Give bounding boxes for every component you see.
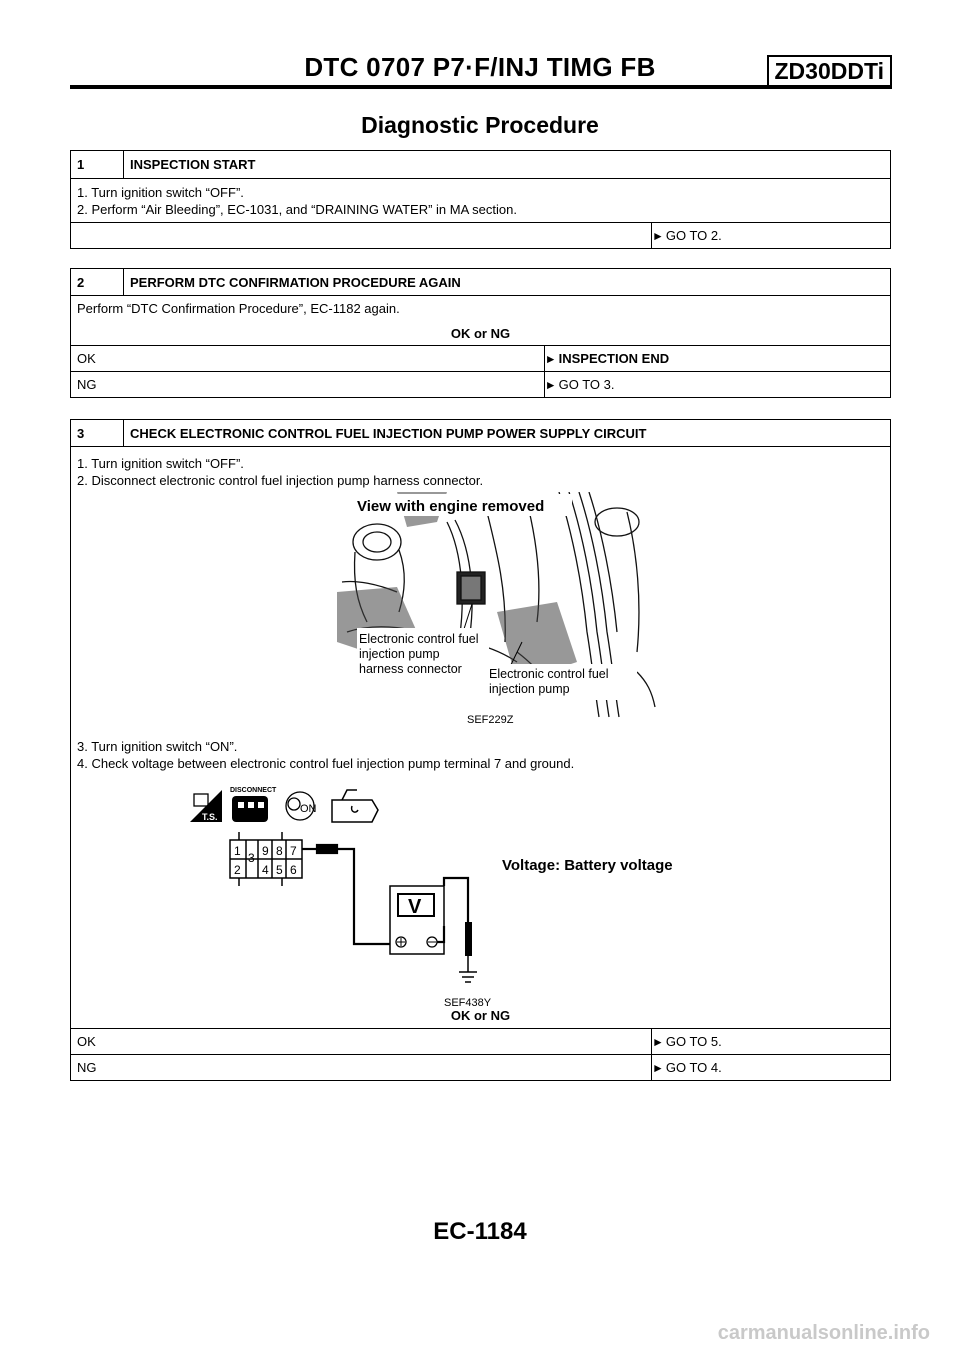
step-3-body <box>71 447 891 1029</box>
step-1-empty-label <box>71 223 652 249</box>
step-1-line-1: 1. Turn ignition switch “OFF”. <box>77 184 244 200</box>
pin-8: 8 <box>276 844 283 858</box>
pin-7: 7 <box>290 844 297 858</box>
voltmeter-label: V <box>408 896 422 918</box>
pin-6: 6 <box>290 863 297 877</box>
connector-label-2: injection pump <box>359 647 440 661</box>
step-2-title: PERFORM DTC CONFIRMATION PROCEDURE AGAIN <box>124 269 891 296</box>
engine-figure <box>337 492 657 728</box>
connector-label-3: harness connector <box>359 662 462 676</box>
step-1-table <box>70 150 891 249</box>
step-2-ok-result: INSPECTION END <box>557 346 891 372</box>
voltmeter-icon <box>390 886 444 954</box>
page-number: EC-1184 <box>433 1218 527 1245</box>
step-1-arrow-icon <box>651 223 663 249</box>
step-2-ok-label: OK <box>71 346 545 372</box>
step-3-ng-result: GO TO 4. <box>664 1055 891 1081</box>
ground-wire <box>437 878 477 982</box>
step-3-ng-arrow <box>651 1055 663 1081</box>
model-badge: ZD30DDTi <box>767 55 893 87</box>
step-3-number: 3 <box>71 420 124 447</box>
arrow-right-icon: ► <box>651 229 664 243</box>
page-heading: Diagnostic Procedure <box>361 112 599 138</box>
figure-1-code: SEF229Z <box>467 714 514 726</box>
pump-label-2: injection pump <box>489 682 570 696</box>
voltage-spec: Voltage: Battery voltage <box>502 857 673 874</box>
arrow-right-icon: ► <box>651 1035 664 1049</box>
section-title: DTC 0707 P7·F/INJ TIMG FB <box>304 52 656 82</box>
arrow-right-icon: ► <box>544 378 557 392</box>
disconnect-label: DISCONNECT <box>230 787 277 794</box>
harness-connector <box>230 832 302 886</box>
connector-pins <box>234 844 297 877</box>
step-3-line-1: 1. Turn ignition switch “OFF”. <box>77 456 244 471</box>
step-2-body <box>71 296 891 346</box>
step-3-line-2: 2. Disconnect electronic control fuel injection pump harness connector. <box>77 473 484 488</box>
watermark: carmanualsonline.info <box>717 1322 930 1344</box>
pin-4: 4 <box>262 863 269 877</box>
step-1-body <box>71 179 891 223</box>
figure-heading: View with engine removed <box>357 498 545 515</box>
step-3-table <box>70 419 891 1081</box>
voltage-check-diagram <box>182 782 702 1010</box>
step-3-title: CHECK ELECTRONIC CONTROL FUEL INJECTION PUMP POWER SUPPLY CIRCUIT <box>124 420 891 447</box>
pin-5: 5 <box>276 863 283 877</box>
ts-icon <box>190 790 222 822</box>
step-1-line-2: 2. Perform “Air Bleeding”, EC-1031, and “DRAINING WATER” in MA section. <box>77 201 517 217</box>
step-2-number: 2 <box>71 269 124 296</box>
step-3-line-3: 3. Turn ignition switch “ON”. <box>77 739 238 754</box>
pin-2: 2 <box>234 863 241 877</box>
arrow-right-icon: ► <box>651 1061 664 1075</box>
pin-3: 3 <box>248 851 255 865</box>
step-3-question: OK or NG <box>450 1008 511 1023</box>
step-2-ng-label: NG <box>71 372 545 398</box>
probe-wire <box>302 845 390 944</box>
arrow-right-icon: ► <box>544 352 557 366</box>
voltage-figure <box>182 782 702 1010</box>
step-2-question: OK or NG <box>450 325 511 341</box>
step-3-ng-label: NG <box>71 1055 652 1081</box>
figure-2-code: SEF438Y <box>444 997 492 1009</box>
step-3-ok-label: OK <box>71 1029 652 1055</box>
pin-1: 1 <box>234 844 241 858</box>
pin-9: 9 <box>262 844 269 858</box>
connector-label-1: Electronic control fuel <box>359 632 479 646</box>
pump-icon <box>332 790 378 822</box>
ts-label: T.S. <box>202 812 218 822</box>
engine-illustration <box>337 492 657 728</box>
step-2-ng-arrow <box>544 372 556 398</box>
on-label: ON <box>300 803 317 815</box>
step-3-line-4: 4. Check voltage between electronic control fuel injection pump terminal 7 and ground. <box>77 756 575 771</box>
step-3-ok-result: GO TO 5. <box>664 1029 891 1055</box>
step-2-ok-arrow <box>544 346 556 372</box>
step-1-number: 1 <box>71 151 124 179</box>
step-2-text: Perform “DTC Confirmation Procedure”, EC-1182 again. <box>77 300 400 316</box>
step-1-title: INSPECTION START <box>124 151 891 179</box>
ignition-on-icon <box>286 792 317 820</box>
header-rule <box>70 85 892 89</box>
step-1-result: GO TO 2. <box>664 223 891 249</box>
pump-label-1: Electronic control fuel <box>489 667 609 681</box>
step-2-ng-result: GO TO 3. <box>557 372 891 398</box>
step-2-table <box>70 268 891 398</box>
step-3-ok-arrow <box>651 1029 663 1055</box>
disconnect-icon <box>230 787 277 822</box>
